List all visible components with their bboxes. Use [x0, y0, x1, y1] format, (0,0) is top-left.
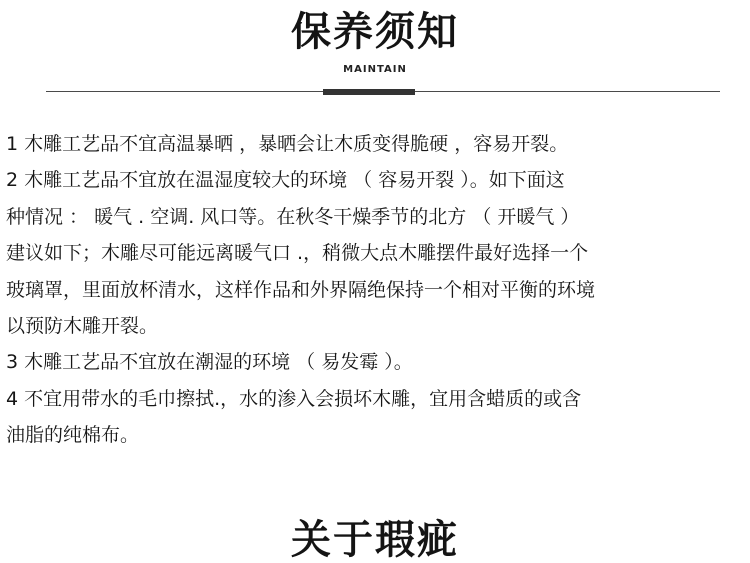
instruction-item-4 — [6, 381, 750, 454]
text-line: 4 不宜用带水的毛巾擦拭.，水的渗入会损坏木雕，宜用含蜡质的或含 — [6, 387, 582, 410]
maintenance-instructions — [6, 126, 750, 454]
text-line: 以预防木雕开裂。 — [6, 315, 159, 338]
text-line: 建议如下；木雕尽可能远离暖气口 .，稍微大点木雕摆件最好选择一个 — [6, 242, 589, 265]
text-line: 3 木雕工艺品不宜放在潮湿的环境 （ 易发霉 ）。 — [6, 351, 413, 374]
text-line: 油脂的纯棉布。 — [6, 424, 140, 447]
instruction-item-2 — [6, 162, 750, 344]
section-title-maintain: 保养须知 — [291, 8, 459, 55]
text-line: 种情况 ： 暖气 . 空调. 风口等。在秋冬干燥季节的北方 （ 开暖气 ） — [6, 205, 580, 228]
instruction-item-3 — [6, 344, 750, 380]
section-subtitle: MAINTAIN — [343, 64, 407, 75]
instruction-item-1 — [6, 126, 750, 162]
text-line: 1 木雕工艺品不宜高温暴晒 ，暴晒会让木质变得脆硬 ，容易开裂。 — [6, 133, 569, 155]
divider-accent-bar — [323, 89, 415, 95]
section-title-defects: 关于瑕疵 — [291, 516, 459, 563]
text-line: 2 木雕工艺品不宜放在温湿度较大的环境 （ 容易开裂 ）。如下面这 — [6, 169, 565, 192]
text-line: 玻璃罩，里面放杯清水，这样作品和外界隔绝保持一个相对平衡的环境 — [6, 278, 596, 301]
